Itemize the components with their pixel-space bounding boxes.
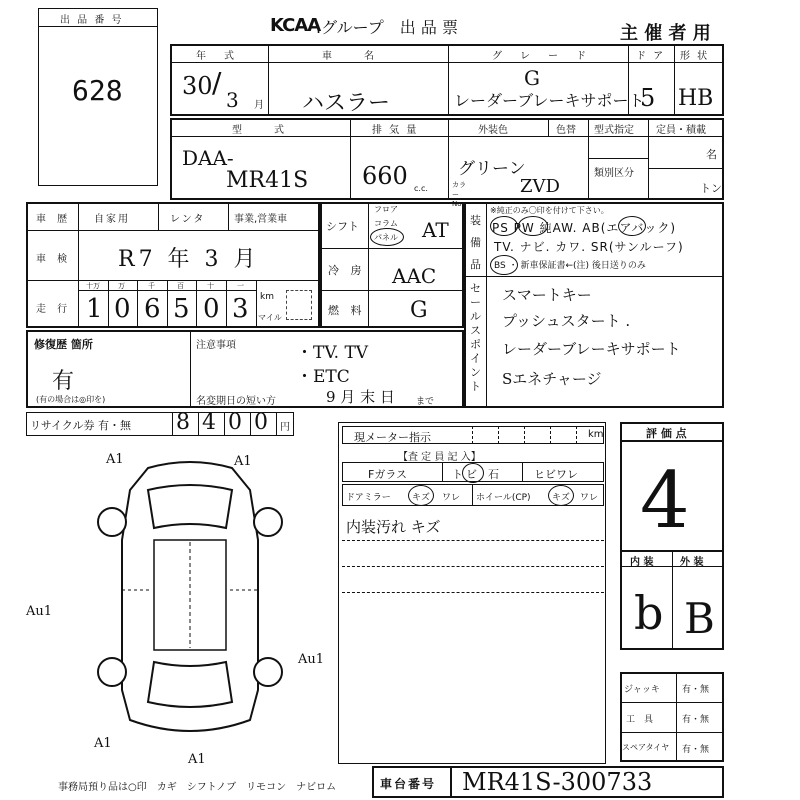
lot-number-value: 628 (72, 74, 123, 107)
doors-value: 5 (640, 84, 656, 112)
interior-label: 内 装 (630, 557, 654, 568)
meter-div-5 (576, 426, 577, 444)
car-body-outline (122, 462, 258, 731)
recycle-digit-4: 0 (254, 410, 268, 435)
digit-label-100k: 十万 (86, 282, 100, 290)
displacement-unit: c.c. (414, 184, 428, 193)
history-div-label (78, 202, 79, 328)
pw-circle (518, 216, 548, 236)
type-spec-label: 型式指定 (594, 125, 634, 136)
chassis-div (450, 766, 452, 798)
glass-div-2 (522, 462, 523, 482)
jack-label: ジャッキ (624, 685, 660, 695)
row1-div-1 (268, 44, 269, 116)
jack-yes-no: 有・無 (682, 685, 710, 695)
meter-div-3 (524, 426, 525, 444)
meter-div-2 (498, 426, 499, 444)
spare-yes-no: 有・無 (682, 745, 710, 755)
kizu2-circle (548, 485, 574, 506)
floor-label: フロア (374, 205, 398, 214)
color-no-label: カラー No. (452, 181, 466, 208)
damage-mark-right: Au1 (298, 652, 325, 667)
load-unit: トン (700, 182, 722, 195)
panel-label: パネル (374, 233, 398, 242)
chassis-value: MR41S-300733 (462, 768, 653, 796)
model-value-1: DAA- (182, 146, 234, 170)
fuel-label: 燃 料 (328, 304, 366, 317)
ac-value: AAC (392, 264, 437, 288)
expiry-label: 名変期日の短い方 (196, 396, 276, 407)
spare-label: スペアタイヤ (622, 743, 670, 752)
f-glass-label: Fガラス (368, 468, 407, 481)
damage-mark-rear-left: A1 (94, 736, 112, 751)
score-label: 評 価 点 (646, 427, 687, 440)
car-damage-diagram (90, 450, 290, 750)
sales-point-2: プッシュスタート . (502, 312, 631, 330)
organizer-label: 主 催 者 用 (620, 23, 711, 44)
mileage-sep-5 (226, 280, 227, 328)
mileage-digit-1: 1 (86, 294, 103, 324)
recycle-div-1 (198, 412, 199, 436)
shift-div (368, 202, 369, 328)
recycle-digit-2: 4 (202, 410, 216, 435)
kizu-label: キズ (412, 493, 430, 503)
ishi-label: 石 (488, 468, 499, 481)
repair-label: 修復歴 箇所 (34, 338, 93, 351)
inspection-label: 車 検 (36, 254, 72, 265)
lot-number-label: 出 品 番 号 (60, 15, 124, 26)
wheel-rear-right (254, 658, 282, 686)
glass-div (442, 462, 443, 482)
history-div-a (158, 202, 159, 230)
shift-label: シフト (326, 220, 359, 233)
model-label: 型 式 (232, 125, 288, 136)
row2-capacity-line (648, 168, 724, 169)
equipment-line-1: PS PW 純AW. AB(エアバック) (492, 221, 677, 235)
bs-circle (490, 255, 518, 275)
inspector-label: 【査 定 員 記 入】 (398, 452, 481, 463)
expiry-suffix: まで (416, 397, 435, 407)
tools-line-1 (620, 702, 724, 703)
lot-number-divider (38, 26, 158, 27)
shape-value: HB (678, 86, 714, 111)
capacity-label: 定員・積載 (656, 125, 706, 136)
wheel-front-right (254, 508, 282, 536)
chassis-label: 車台番号 (380, 777, 437, 791)
row2-div-5 (648, 118, 649, 200)
grade-value-2: レーダーブレーキサポート (454, 91, 645, 110)
brand-logo: KCAA (270, 15, 321, 36)
capacity-unit: 名 (706, 148, 717, 161)
wheel-front-left (98, 508, 126, 536)
row2-div-1 (350, 118, 351, 200)
score-sub-div (672, 550, 673, 650)
remark-line-3 (342, 592, 604, 593)
row1-header-line (170, 62, 724, 63)
rental-label: レンタ (170, 214, 206, 225)
mile-label: マイル (258, 313, 282, 322)
door-mirror-label: ドアミラー (346, 493, 391, 503)
color-change-label: 色替 (556, 125, 576, 136)
history-div-b (228, 202, 229, 230)
kizu-circle (408, 485, 434, 506)
tools-div (676, 672, 677, 762)
tobi-circle (462, 463, 484, 483)
exterior-value: B (684, 594, 715, 643)
mileage-digit-2: 0 (114, 294, 131, 324)
car-name-label: 車 名 (322, 51, 378, 62)
grade-label: グ レ ー ド (492, 51, 590, 62)
mileage-digit-6: 3 (232, 294, 249, 324)
mile-checkbox[interactable] (286, 290, 312, 320)
tool-yes-no: 有・無 (682, 715, 710, 725)
sales-point-4: Sエネチャージ (502, 370, 602, 388)
row2-category-line (588, 158, 648, 159)
recycle-div-3 (250, 412, 251, 436)
km-label: km (260, 292, 274, 302)
mileage-sep-6 (256, 280, 257, 328)
kizu2-label: キズ (552, 493, 570, 503)
sales-point-label: セールスポイント (470, 282, 481, 393)
equipment-line-2: TV. ナビ. カワ. SR(サンルーフ) (494, 240, 684, 254)
car-rear-window (148, 662, 232, 707)
mileage-sep-4 (196, 280, 197, 328)
damage-mark-front-right: A1 (234, 454, 252, 469)
repair-value: 有 (52, 369, 75, 394)
color-no-value: ZVD (520, 176, 560, 197)
history-line-2 (26, 280, 320, 281)
inspection-value: R7 年 3 月 (118, 247, 260, 272)
recycle-div-0 (172, 412, 173, 436)
expiry-value: 9 月 末 日 (326, 388, 395, 406)
recycle-label: リサイクル券 有・無 (30, 419, 131, 432)
ware2-label: ワレ (580, 493, 599, 503)
notes-label: 注意事項 (196, 340, 236, 351)
equipment-side-div (486, 202, 487, 408)
meter-div-4 (550, 426, 551, 444)
damage-mark-rear-right: A1 (188, 752, 206, 767)
car-name-value: ハスラー (302, 91, 391, 116)
equipment-divider (464, 276, 724, 277)
column-label: コラム (374, 219, 398, 228)
meter-div-1 (472, 426, 473, 444)
year-label: 年 式 (196, 51, 238, 62)
mirror-div (472, 484, 473, 506)
grade-value-1: G (524, 66, 540, 90)
damage-mark-left: Au1 (26, 604, 53, 619)
mileage-sep-2 (137, 280, 138, 328)
sales-point-3: レーダーブレーキサポート (502, 340, 681, 358)
mileage-label: 走 行 (36, 304, 72, 315)
history-label: 車 歴 (36, 214, 72, 225)
mileage-digit-5: 0 (203, 294, 220, 324)
repair-div (190, 330, 191, 408)
remark-line-1 (342, 540, 604, 541)
digit-label-10k: 万 (118, 282, 125, 290)
mileage-digit-3: 6 (144, 294, 161, 324)
shift-line-2 (320, 290, 464, 291)
digit-label-100: 百 (177, 282, 184, 290)
digit-label-1: 一 (237, 282, 244, 290)
interior-value: b (634, 586, 664, 640)
hibi-label: ヒビワレ (534, 468, 578, 481)
recycle-div-2 (224, 412, 225, 436)
equipment-side-label: 装 備 品 (470, 214, 481, 271)
wheel-rear-left (98, 658, 126, 686)
ps-circle (490, 216, 518, 236)
meter-unit: km (588, 429, 604, 440)
row1-div-2 (448, 44, 449, 116)
tools-line-2 (620, 732, 724, 733)
row2-div-2 (448, 118, 449, 200)
shift-value: AT (422, 218, 449, 242)
row1-div-4 (674, 44, 675, 116)
month-value: 3 (226, 88, 239, 112)
equipment-instructions: ※純正のみ〇印を付けて下さい。 (490, 206, 609, 215)
year-slash: / (212, 66, 222, 99)
row2-div-4 (588, 118, 589, 200)
row2-div-3 (548, 118, 549, 136)
repair-note: (有の場合は◎印を) (36, 395, 106, 404)
damage-mark-front-left: A1 (106, 452, 124, 467)
recycle-digit-3: 0 (228, 410, 242, 435)
sales-point-1: スマートキー (502, 286, 592, 304)
equipment-line-3: BS ・ 新車保証書←(注) 後日送りのみ (494, 261, 646, 271)
displacement-value: 660 (362, 162, 408, 190)
digit-label-10: 十 (207, 282, 214, 290)
business-label: 事業,営業車 (234, 214, 288, 225)
year-value: 30 (182, 72, 213, 100)
color-label: 外装色 (478, 125, 508, 136)
digit-label-1k: 千 (148, 282, 155, 290)
row2-header-line (170, 136, 724, 137)
category-label: 類別区分 (594, 168, 634, 179)
color-value: グリーン (458, 159, 526, 179)
displacement-label: 排 気 量 (372, 125, 419, 136)
car-front-window (148, 485, 232, 528)
notes-line-1: ・TV. TV (296, 343, 369, 363)
recycle-unit: 円 (280, 422, 290, 433)
remark-line-2 (342, 566, 604, 567)
tobi-label: トビ (452, 468, 480, 481)
mileage-sep-3 (167, 280, 168, 328)
tool-label: 工 具 (626, 715, 654, 725)
month-unit: 月 (254, 100, 264, 111)
doors-label: ド ア (636, 51, 666, 62)
meter-remark: 内装汚れ キズ (346, 518, 441, 536)
mileage-digit-4: 5 (173, 294, 190, 324)
ab-circle (618, 216, 646, 236)
notes-line-2: ・ETC (296, 367, 350, 387)
exterior-label: 外 装 (680, 557, 704, 568)
fuel-value: G (410, 298, 428, 323)
shift-line-1 (320, 248, 464, 249)
shape-label: 形 状 (680, 51, 710, 62)
wheel-label: ホイール(CP) (476, 493, 531, 503)
score-value: 4 (640, 456, 690, 546)
ware-label: ワレ (442, 493, 461, 503)
ac-label: 冷 房 (328, 264, 366, 277)
office-items: 事務局預り品は○印 カギ シフトノブ リモコン ナビロム (58, 782, 337, 793)
recycle-div-4 (276, 412, 277, 436)
private-use-label: 自家用 (94, 214, 130, 225)
recycle-digit-1: 8 (176, 410, 190, 435)
panel-circle (370, 228, 404, 246)
history-line-1 (26, 230, 320, 231)
meter-label: 現メーター指示 (354, 431, 431, 444)
mileage-sep-1 (108, 280, 109, 328)
model-value-2: MR41S (226, 168, 309, 193)
form-title: .グループ 出 品 票 (316, 18, 458, 37)
